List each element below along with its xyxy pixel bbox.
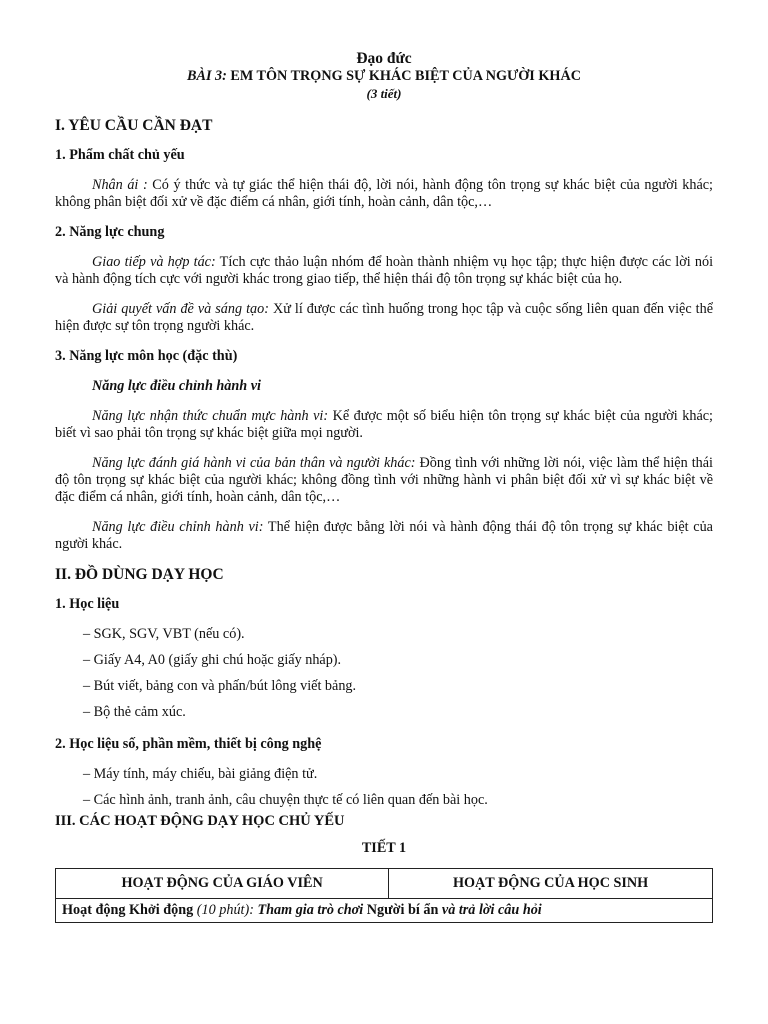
- digital-materials-heading: 2. Học liệu số, phần mềm, thiết bị công nghệ: [55, 736, 322, 752]
- subject-title: Đạo đức: [356, 50, 412, 67]
- activity-task-end: và trả lời câu hỏi: [438, 902, 542, 918]
- lesson-name: EM TÔN TRỌNG SỰ KHÁC BIỆT CỦA NGƯỜI KHÁC: [226, 68, 581, 84]
- paragraph-label: Năng lực điều chỉnh hành vi:: [92, 519, 264, 535]
- list-item: – Các hình ảnh, tranh ảnh, câu chuyện thực tế có liên quan đến bài học.: [83, 792, 488, 808]
- paragraph-text: Có ý thức và tự giác thể hiện thái độ, lời nói, hành động tôn trọng sự khác biệt của người khác; không phân biệt đối xử về đặc điểm cá nhân, giới tính, hoàn cảnh, dân tộc,…: [55, 177, 713, 210]
- activity-name: Hoạt động Khởi động: [62, 902, 194, 918]
- adjustment-paragraph: [55, 519, 713, 553]
- student-column-header: HOẠT ĐỘNG CỦA HỌC SINH: [389, 869, 713, 899]
- activities-table: [55, 868, 713, 923]
- teacher-column-header: HOẠT ĐỘNG CỦA GIÁO VIÊN: [56, 869, 389, 899]
- subject-competence-heading: 3. Năng lực môn học (đặc thù): [55, 348, 238, 364]
- paragraph-label: Năng lực đánh giá hành vi của bản thân và người khác:: [92, 455, 416, 471]
- warmup-activity-cell: [56, 899, 713, 923]
- list-item: – Bộ thẻ cảm xúc.: [83, 704, 186, 720]
- cognition-paragraph: [55, 408, 713, 442]
- lesson-duration: (3 tiết): [366, 86, 402, 101]
- communication-paragraph: [55, 254, 713, 288]
- paragraph-text: Đồng tình với những lời nói, việc làm thể hiện thái độ tôn trọng sự khác biệt của người khác; không đồng tình với những hành vi phân biệt đối xử vì sự khác biệt về đặc điểm cá nhân, giới tính, hoàn cảnh, dân tộc,…: [55, 455, 713, 505]
- paragraph-text: Thể hiện được bằng lời nói và hành động thái độ tôn trọng sự khác biệt của người khác.: [55, 519, 713, 552]
- paragraph-text: Tích cực thảo luận nhóm để hoàn thành nhiệm vụ học tập; thực hiện được các lời nói và hành động tích cực với người khác trong giao tiếp, thể hiện thái độ tôn trọng sự khác biệt của họ.: [55, 254, 714, 287]
- problem-solving-paragraph: [55, 301, 713, 335]
- section-activities-heading: III. CÁC HOẠT ĐỘNG DẠY HỌC CHỦ YẾU: [55, 813, 345, 829]
- game-name: Người bí ẩn: [363, 902, 439, 918]
- paragraph-label: Nhân ái :: [92, 177, 148, 193]
- lesson-prefix: BÀI 3:: [187, 68, 227, 84]
- paragraph-label: Giao tiếp và hợp tác:: [92, 254, 216, 270]
- evaluation-paragraph: [55, 455, 713, 506]
- table-header-row: [56, 869, 713, 899]
- paragraph-label: Năng lực nhận thức chuẩn mực hành vi:: [92, 408, 329, 424]
- list-item: – SGK, SGV, VBT (nếu có).: [83, 626, 245, 642]
- activity-task: Tham gia trò chơi: [257, 902, 364, 918]
- bold-italic-label: Năng lực điều chỉnh hành vi: [92, 378, 261, 394]
- paragraph-label: Giải quyết vấn đề và sáng tạo:: [92, 301, 269, 317]
- lesson-title: [55, 68, 713, 85]
- list-item: – Máy tính, máy chiếu, bài giảng điện tử.: [83, 766, 318, 782]
- learning-materials-heading: 1. Học liệu: [55, 596, 120, 612]
- list-item: – Bút viết, bảng con và phấn/bút lông viết bảng.: [83, 678, 357, 694]
- section-materials-heading: II. ĐỒ DÙNG DẠY HỌC: [55, 566, 224, 583]
- period-title: TIẾT 1: [361, 840, 407, 856]
- general-competence-heading: 2. Năng lực chung: [55, 224, 165, 240]
- qualities-paragraph: [55, 177, 713, 211]
- section-requirements-heading: I. YÊU CẦU CẦN ĐẠT: [55, 117, 213, 134]
- paragraph-text: Xử lí được các tình huống trong học tập và cuộc sống liên quan đến việc thể hiện được sự tôn trọng người khác.: [55, 301, 713, 334]
- behavior-adjustment-title: [55, 378, 713, 395]
- activity-duration: (10 phút):: [193, 902, 258, 918]
- paragraph-text: Kể được một số biểu hiện tôn trọng sự khác biệt của người khác; biết vì sao phải tôn trọng sự khác biệt giữa mọi người.: [55, 408, 713, 441]
- document-content: [55, 50, 713, 923]
- table-row: [56, 899, 713, 923]
- qualities-heading: 1. Phẩm chất chủ yếu: [55, 147, 185, 163]
- list-item: – Giấy A4, A0 (giấy ghi chú hoặc giấy nháp).: [83, 652, 342, 668]
